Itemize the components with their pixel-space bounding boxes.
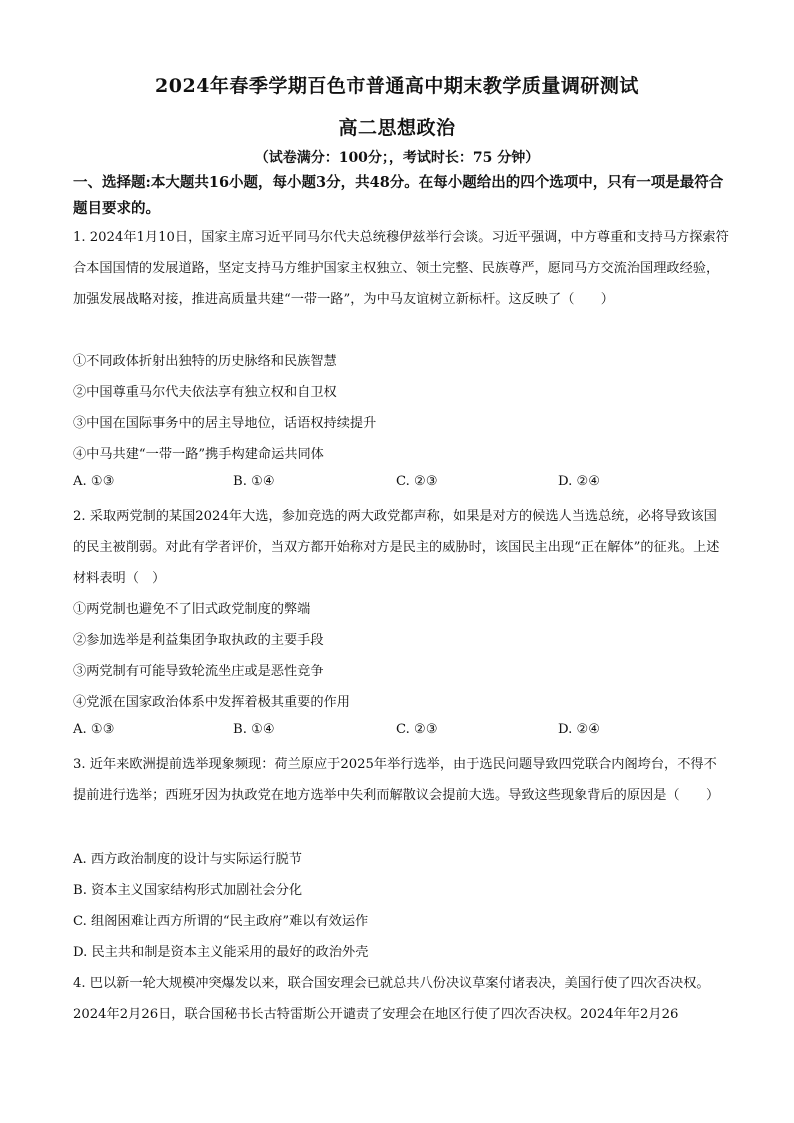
question-1-item-2: ②中国尊重马尔代夫依法享有独立权和自卫权 <box>73 385 337 400</box>
question-3-stem: 3. 近年来欧洲提前选举现象频现：荷兰原应于2025年举行选举，由于选民问题导致四党联合内阁垮台，不得不提前进行选举；西班牙因为执政党在地方选举中失利而解散议会提前大选。导致这些现象背后的原因是（ ） <box>73 757 720 803</box>
question-1-option-a: A. ①③ <box>73 474 115 489</box>
question-1-option-c: C. ②③ <box>396 474 438 489</box>
question-2-item-4: ④党派在国家政治体系中发挥着极其重要的作用 <box>73 695 350 710</box>
section-heading: 一、选择题:本大题共16小题，每小题3分，共48分。在每小题给出的四个选项中，只有一项是最符合题目要求的。 <box>73 174 724 217</box>
question-2-option-a: A. ①③ <box>73 722 115 737</box>
question-2-option-c: C. ②③ <box>396 722 438 737</box>
question-2-item-1: ①两党制也避免不了旧式政党制度的弊端 <box>73 602 311 617</box>
exam-title: 2024年春季学期百色市普通高中期末教学质量调研测试 <box>155 75 639 97</box>
question-3-option-c: C. 组阁困难让西方所谓的“民主政府”难以有效运作 <box>73 914 369 929</box>
question-2-item-3: ③两党制有可能导致轮流坐庄或是恶性竞争 <box>73 664 324 679</box>
subject-title: 高二思想政治 <box>338 117 456 139</box>
exam-meta: （试卷满分：100分；，考试时长：75 分钟） <box>254 150 540 166</box>
question-4-stem: 4. 巴以新一轮大规模冲突爆发以来，联合国安理会已就总共八份决议草案付诸表决，美国行使了四次否决权。2024年2月26日，联合国秘书长古特雷斯公开谴责了安理会在地区行使了四次否决权。2024年年2月26 <box>73 976 710 1022</box>
question-1-item-4: ④中马共建“一带一路”携手构建命运共同体 <box>73 447 324 462</box>
question-1-item-1: ①不同政体折射出独特的历史脉络和民族智慧 <box>73 354 337 369</box>
question-1-stem: 1. 2024年1月10日，国家主席习近平同马尔代夫总统穆伊兹举行会谈。习近平强调，中方尊重和支持马方探索符合本国国情的发展道路，坚定支持马方维护国家主权独立、领土完整、民族尊严，愿同马方交流治国理政经验，加强发展战略对接，推进高质量共建“一带一路”，为中马友谊树立新标杆。这反映了（ ） <box>73 230 729 307</box>
question-3-option-a: A. 西方政治制度的设计与实际运行脱节 <box>73 852 302 867</box>
question-1-option-d: D. ②④ <box>558 474 601 489</box>
question-2-stem: 2. 采取两党制的某国2024年大选，参加竞选的两大政党都声称，如果是对方的候选人当选总统，必将导致该国的民主被削弱。对此有学者评价，当双方都开始称对方是民主的威胁时，该国民主出现“正在解体”的征兆。上述材料表明（ ） <box>73 509 720 586</box>
question-1-item-3: ③中国在国际事务中的居主导地位，话语权持续提升 <box>73 416 377 431</box>
question-2-item-2: ②参加选举是利益集团争取执政的主要手段 <box>73 633 324 648</box>
question-2-option-d: D. ②④ <box>558 722 601 737</box>
question-3-option-d: D. 民主共和制是资本主义能采用的最好的政治外壳 <box>73 945 369 960</box>
question-3-option-b: B. 资本主义国家结构形式加剧社会分化 <box>73 883 303 898</box>
question-2-option-b: B. ①④ <box>233 722 275 737</box>
question-1-option-b: B. ①④ <box>233 474 275 489</box>
